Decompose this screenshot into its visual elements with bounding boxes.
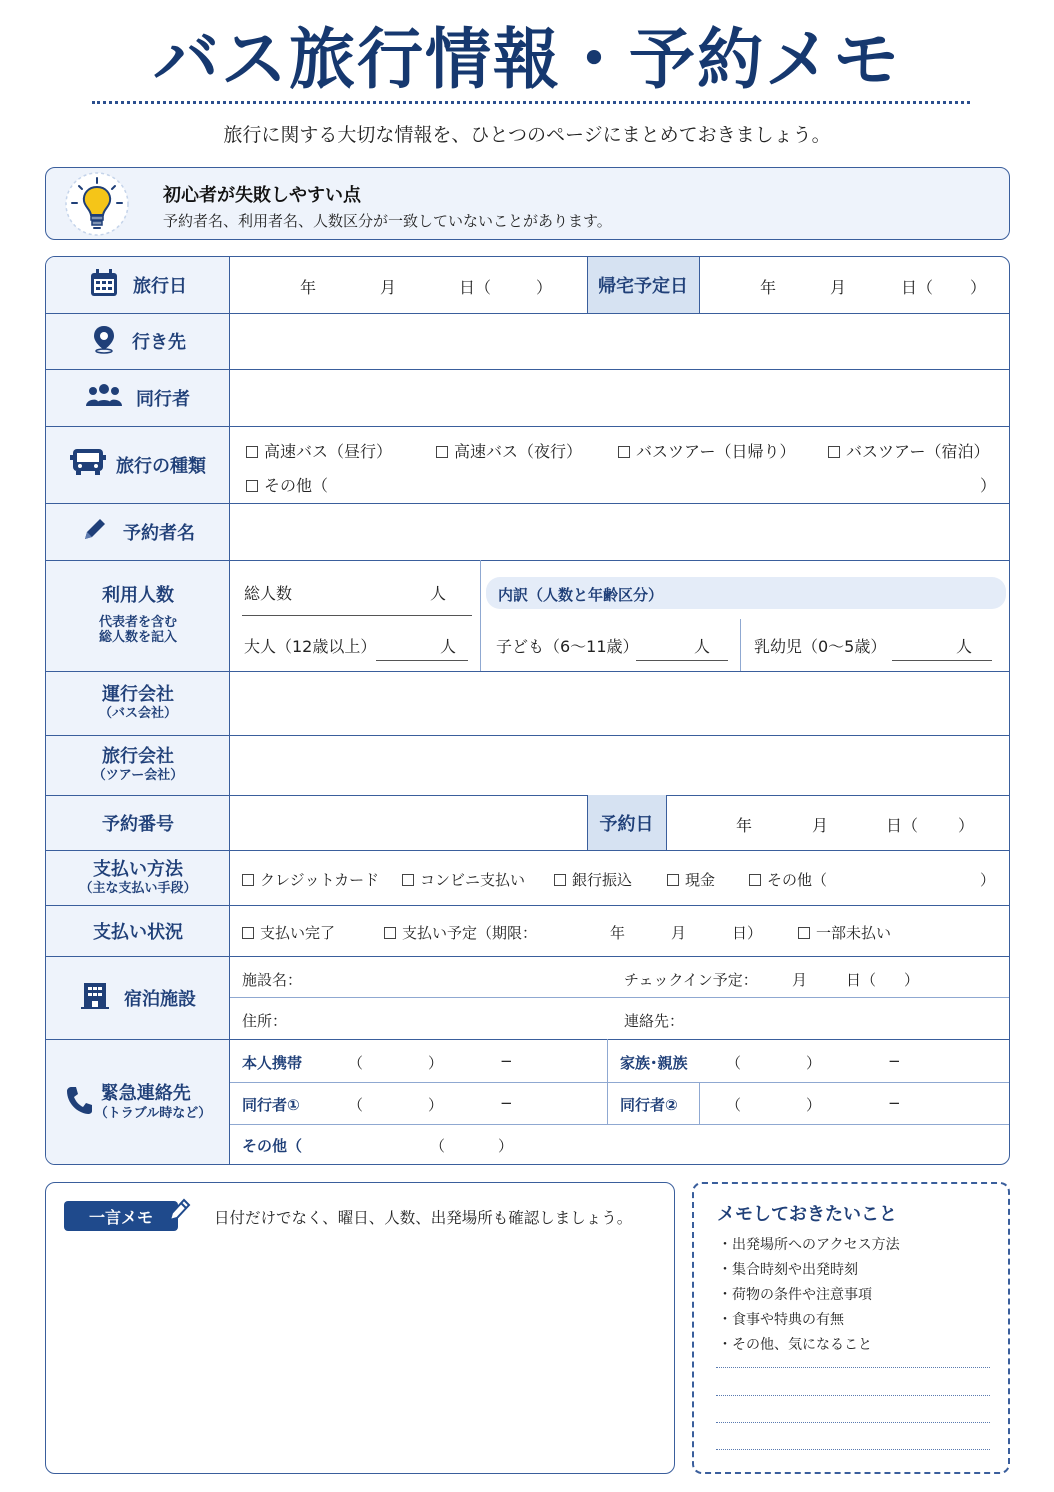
travel-date-close: ） bbox=[536, 278, 553, 297]
contact-family-dash: − bbox=[888, 1052, 901, 1070]
return-date-close: ） bbox=[970, 278, 987, 297]
contact-companion2-label: 同行者② bbox=[620, 1096, 678, 1114]
payment-method-text: 支払い方法 bbox=[93, 858, 183, 880]
agency-field[interactable] bbox=[230, 735, 1010, 795]
operator-field[interactable] bbox=[230, 671, 1010, 735]
emergency-text: 緊急連絡先 bbox=[100, 1083, 191, 1105]
travel-date-month: 月 bbox=[380, 278, 397, 297]
child-label: 子ども（6〜11歳） bbox=[496, 637, 639, 656]
page-title: バス旅行情報・予約メモ bbox=[153, 21, 901, 98]
tip-text: 予約者名、利用者名、人数区分が一致していないことがあります。 bbox=[163, 212, 612, 230]
infant-unit: 人 bbox=[956, 637, 973, 656]
memo-badge: 一言メモ bbox=[64, 1201, 178, 1231]
people-label bbox=[46, 560, 230, 671]
trip-type-option-3[interactable]: バスツアー（日帰り） bbox=[618, 439, 796, 462]
travel-date-label bbox=[46, 257, 230, 313]
notes-item: ・出発場所へのアクセス方法 bbox=[718, 1237, 900, 1253]
return-date-label: 帰宅予定日 bbox=[587, 257, 699, 313]
trip-type-other-close: ） bbox=[980, 476, 997, 495]
payment-option-bank[interactable]: 銀行振込 bbox=[554, 869, 632, 890]
booking-date-year: 年 bbox=[736, 816, 753, 835]
booker-label bbox=[46, 503, 230, 560]
lightbulb-icon bbox=[60, 170, 134, 238]
return-date-year: 年 bbox=[760, 278, 777, 297]
notes-title: メモしておきたいこと bbox=[717, 1204, 897, 1225]
people-icon bbox=[86, 382, 122, 413]
payment-deadline-month: 月 bbox=[671, 924, 687, 942]
infant-label: 乳幼児（0〜5歳） bbox=[754, 637, 887, 656]
contact-other-label: その他（ bbox=[242, 1137, 303, 1155]
notes-writing-line[interactable] bbox=[716, 1395, 990, 1396]
contact-self-label: 本人携帯 bbox=[242, 1054, 303, 1072]
payment-method-sub: （主な支払い手段） bbox=[79, 880, 197, 896]
payment-other-close: ） bbox=[980, 871, 996, 889]
lodging-name-label: 施設名： bbox=[242, 971, 303, 989]
phone-icon bbox=[65, 1085, 93, 1120]
contact-self-dash: − bbox=[500, 1052, 513, 1070]
trip-type-other[interactable]: その他（ bbox=[246, 473, 328, 496]
operator-label bbox=[46, 671, 230, 735]
operator-text: 運行会社 bbox=[102, 684, 174, 706]
notes-item: ・その他、気になること bbox=[718, 1337, 872, 1353]
destination-field[interactable] bbox=[230, 313, 1010, 369]
total-people-label: 総人数 bbox=[244, 584, 293, 603]
trip-type-option-2[interactable]: 高速バス（夜行） bbox=[436, 439, 582, 462]
companions-text: 同行者 bbox=[136, 388, 190, 410]
contact-companion2-paren-open: （ bbox=[726, 1096, 742, 1114]
booking-date-month: 月 bbox=[812, 816, 829, 835]
agency-label bbox=[46, 735, 230, 795]
booking-date-label: 予約日 bbox=[587, 795, 666, 850]
contact-other-paren-open: （ bbox=[430, 1137, 446, 1155]
checkin-day: 日（ bbox=[846, 971, 877, 989]
pen-icon bbox=[166, 1196, 192, 1228]
payment-status-partial[interactable]: 一部未払い bbox=[798, 922, 891, 943]
trip-type-option-1[interactable]: 高速バス（昼行） bbox=[246, 439, 392, 462]
notes-writing-line[interactable] bbox=[716, 1367, 990, 1368]
total-people-unit: 人 bbox=[430, 584, 447, 603]
title-divider bbox=[92, 101, 970, 104]
emergency-sub: （トラブル時など） bbox=[94, 1105, 212, 1121]
building-icon bbox=[80, 980, 110, 1015]
payment-status-done[interactable]: 支払い完了 bbox=[242, 922, 335, 943]
adult-unit: 人 bbox=[440, 637, 457, 656]
travel-date-year: 年 bbox=[300, 278, 317, 297]
notes-item: ・荷物の条件や注意事項 bbox=[718, 1287, 872, 1303]
child-unit: 人 bbox=[694, 637, 711, 656]
contact-family-paren-open: （ bbox=[726, 1054, 742, 1072]
calendar-icon bbox=[89, 268, 119, 303]
contact-other-paren-close: ） bbox=[498, 1137, 514, 1155]
lodging-address-label: 住所： bbox=[242, 1012, 288, 1030]
pencil-icon bbox=[81, 515, 109, 548]
page-subtitle: 旅行に関する大切な情報を、ひとつのページにまとめておきましょう。 bbox=[223, 124, 831, 146]
payment-option-credit[interactable]: クレジットカード bbox=[242, 869, 379, 890]
operator-sub: （バス会社） bbox=[98, 706, 177, 721]
booking-number-label: 予約番号 bbox=[102, 813, 174, 835]
checkin-label: チェックイン予定： bbox=[624, 971, 758, 989]
travel-form bbox=[45, 256, 1010, 1165]
emergency-label bbox=[46, 1039, 230, 1165]
contact-companion2-dash: − bbox=[888, 1094, 901, 1112]
booker-field[interactable] bbox=[230, 503, 1010, 560]
people-note-1: 代表者を含む bbox=[98, 614, 177, 630]
payment-method-label bbox=[46, 850, 230, 905]
notes-item: ・集合時刻や出発時刻 bbox=[718, 1262, 858, 1278]
booking-date-day: 日（ bbox=[886, 816, 919, 835]
lodging-text: 宿泊施設 bbox=[124, 988, 196, 1010]
companions-field[interactable] bbox=[230, 369, 1010, 426]
agency-text: 旅行会社 bbox=[102, 746, 174, 768]
people-text: 利用人数 bbox=[102, 585, 174, 607]
location-pin-icon bbox=[90, 324, 118, 359]
trip-type-text: 旅行の種類 bbox=[116, 455, 206, 477]
contact-self-paren-close: ） bbox=[428, 1054, 444, 1072]
travel-date-day: 日（ bbox=[459, 278, 492, 297]
contact-companion1-label: 同行者① bbox=[242, 1096, 300, 1114]
contact-companion1-paren-open: （ bbox=[348, 1096, 364, 1114]
travel-date-text: 旅行日 bbox=[133, 276, 187, 297]
return-date-day: 日（ bbox=[901, 278, 934, 297]
booking-date-close: ） bbox=[958, 816, 975, 835]
trip-type-option-4[interactable]: バスツアー（宿泊） bbox=[828, 439, 990, 462]
memo-text: 日付だけでなく、曜日、人数、出発場所も確認しましょう。 bbox=[214, 1209, 633, 1227]
trip-type-label bbox=[46, 426, 230, 503]
destination-label bbox=[46, 313, 230, 369]
contact-family-paren-close: ） bbox=[806, 1054, 822, 1072]
contact-family-label: 家族･親族 bbox=[620, 1054, 688, 1072]
bus-icon bbox=[70, 447, 106, 482]
notes-writing-line[interactable] bbox=[716, 1422, 990, 1423]
payment-option-convenience[interactable]: コンビニ支払い bbox=[402, 869, 525, 890]
return-date-month: 月 bbox=[830, 278, 847, 297]
breakdown-title: 内訳（人数と年齢区分） bbox=[498, 586, 664, 604]
notes-writing-line[interactable] bbox=[716, 1449, 990, 1450]
contact-companion1-paren-close: ） bbox=[428, 1096, 444, 1114]
payment-deadline-year: 年 bbox=[610, 924, 626, 942]
lodging-label bbox=[46, 956, 230, 1039]
companions-label bbox=[46, 369, 230, 426]
checkin-close: ） bbox=[904, 971, 920, 989]
payment-status-planned[interactable]: 支払い予定（期限： bbox=[384, 922, 537, 943]
destination-text: 行き先 bbox=[132, 332, 186, 353]
payment-option-other[interactable]: その他（ bbox=[749, 869, 827, 890]
notes-item: ・食事や特典の有無 bbox=[718, 1312, 844, 1328]
lodging-contact-label: 連絡先： bbox=[624, 1012, 685, 1030]
booker-text: 予約者名 bbox=[123, 522, 195, 544]
checkin-month: 月 bbox=[792, 971, 808, 989]
payment-option-cash[interactable]: 現金 bbox=[667, 869, 715, 890]
adult-label: 大人（12歳以上） bbox=[244, 637, 377, 656]
agency-sub: （ツアー会社） bbox=[92, 768, 184, 783]
contact-companion1-dash: − bbox=[500, 1094, 513, 1112]
contact-self-paren-open: （ bbox=[348, 1054, 364, 1072]
tip-title: 初心者が失敗しやすい点 bbox=[163, 185, 361, 206]
contact-companion2-paren-close: ） bbox=[806, 1096, 822, 1114]
people-note-2: 総人数を記入 bbox=[98, 630, 177, 646]
payment-status-label: 支払い状況 bbox=[93, 921, 183, 943]
payment-deadline-day: 日） bbox=[732, 924, 763, 942]
